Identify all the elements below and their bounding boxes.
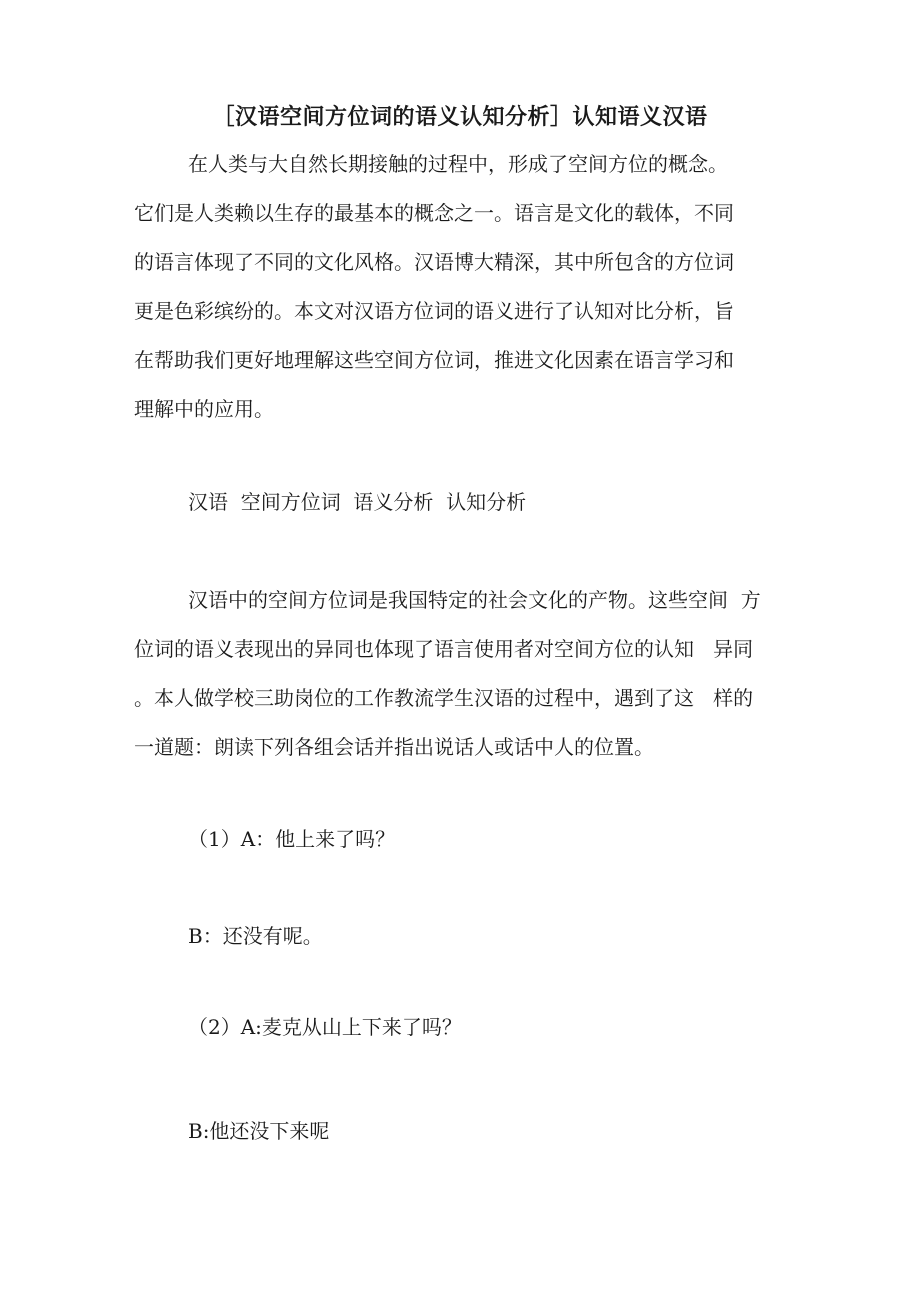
intro-line: 更是色彩缤纷的。本文对汉语方位词的语义进行了认知对比分析，旨: [134, 299, 734, 323]
body-line: 。本人做学校三助岗位的工作教流学生汉语的过程中，遇到了这 样的: [134, 686, 754, 710]
body-paragraph: [134, 576, 814, 772]
body-line: 位词的语义表现出的异同也体现了语言使用者对空间方位的认知 异同: [134, 637, 754, 661]
intro-line: 理解中的应用。: [134, 397, 274, 421]
intro-line: 在人类与大自然长期接触的过程中，形成了空间方位的概念。: [188, 152, 728, 176]
intro-line: 在帮助我们更好地理解这些空间方位词，推进文化因素在语言学习和: [134, 348, 734, 372]
dialogue-1-answer: B：还没有呢。: [188, 924, 323, 948]
keywords-line: 汉语 空间方位词 语义分析 认知分析: [188, 490, 527, 514]
body-line: 汉语中的空间方位词是我国特定的社会文化的产物。这些空间 方: [188, 588, 761, 612]
dialogue-2-answer: B:他还没下来呢: [188, 1119, 330, 1143]
document-title: ［汉语空间方位词的语义认知分析］认知语义汉语: [212, 105, 708, 130]
dialogue-2-question: （2）A:麦克从山上下来了吗？: [188, 1015, 462, 1039]
body-line: 一道题：朗读下列各组会话并指出说话人或话中人的位置。: [134, 735, 654, 759]
intro-line: 的语言体现了不同的文化风格。汉语博大精深，其中所包含的方位词: [134, 250, 734, 274]
intro-paragraph: [134, 140, 814, 434]
dialogue-1-question: （1）A：他上来了吗？: [188, 827, 396, 851]
intro-line: 它们是人类赖以生存的最基本的概念之一。语言是文化的载体，不同: [134, 201, 734, 225]
keywords-paragraph: [134, 478, 814, 527]
